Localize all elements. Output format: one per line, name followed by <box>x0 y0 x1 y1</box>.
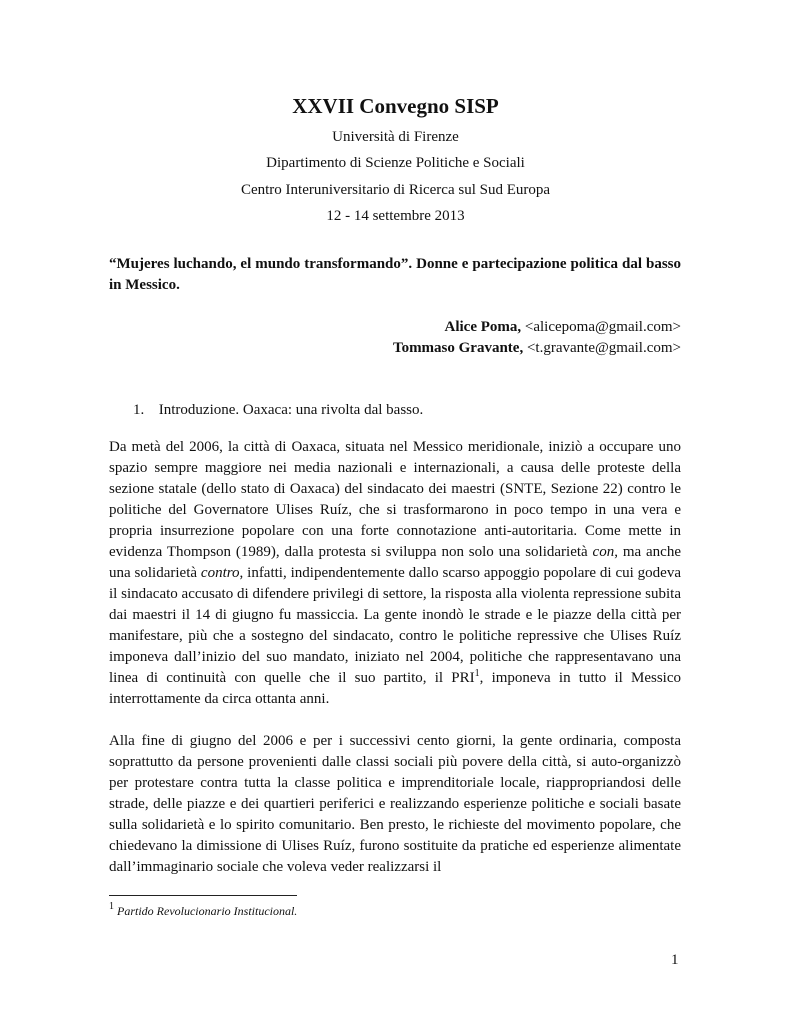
section-number: 1. <box>133 402 145 418</box>
body-paragraph <box>109 437 681 710</box>
author-email[interactable]: <alicepoma@gmail.com> <box>524 319 681 335</box>
italic-term: con <box>592 544 615 560</box>
conference-dates: 12 - 14 settembre 2013 <box>326 208 465 224</box>
footnote <box>109 903 297 919</box>
section-heading <box>133 400 423 421</box>
author-entry <box>393 338 681 359</box>
footnote-text: Partido Revolucionario Institucional. <box>117 904 298 918</box>
paper-title: “Mujeres luchando, el mundo transformando”. Donne e partecipazione politica dal basso in Messico. <box>109 256 681 293</box>
body-paragraph: Alla fine di giugno del 2006 e per i successivi cento giorni, la gente ordinaria, composta soprattutto da persone provenienti dalle classi sociali più povere della città, si auto-organizzò per protestare contra tutta la classe politica e imprenditoriale locale, riappropriandosi delle strade, delle piazze e dei quartieri periferici e realizzando esperienze politiche e sociali basate sulla solidarietà e lo spirito comunitario. Ben presto, le richieste del movimento popolare, che chiedevano la dimissione di Ulises Ruíz, furono sostituite da pratiche ed esperienze alimentate dall’immaginario sociale che voleva veder realizzarsi il <box>109 733 681 875</box>
conference-title: XXVII Convegno SISP <box>292 94 499 118</box>
footnote-reference[interactable]: 1 <box>474 668 480 679</box>
author-entry <box>393 317 681 338</box>
author-name: Alice Poma, <box>444 319 522 335</box>
section-title: Introduzione. Oaxaca: una rivolta dal basso. <box>158 402 424 418</box>
university-line: Università di Firenze <box>332 129 459 145</box>
paragraph-text: Da metà del 2006, la città di Oaxaca, situata nel Messico meridionale, iniziò a occupare uno spazio sempre maggiore nei media nazionali e internazionali, a causa delle proteste della sezione statale (dello stato di Oaxaca) del sindacato dei maestri (SNTE, Sezione 22) contro le politiche del Governatore Ulises Ruíz, che si trasformarono in poco tempo in una vera e propria insurrezione popolare con una forte connotazione anti-autoritaria. Come mette in evidenza Thompson (1989), dalla protesta si sviluppa non solo una solidarietà <box>109 439 681 560</box>
author-email[interactable]: <t.gravante@gmail.com> <box>526 340 681 356</box>
italic-term: contro <box>200 565 240 581</box>
author-list <box>393 317 681 359</box>
author-name: Tommaso Gravante, <box>392 340 524 356</box>
paragraph-text: , infatti, indipendentemente dallo scarso appoggio popolare di cui godeva il sindacato accusato di difendere privilegi di settore, la risposta alla violenta repressione subita dai maestri il 14 di giugno fu massiccia. La gente inondò le strade e le piazze della città per manifestare, più che a sostegno del sindacato, contro le politiche repressive che Ulises Ruíz imponeva dall’inizio del suo mandato, iniziato nel 2004, politiche che rappresentavano una linea di continuità con quelle che il suo partito, il PRI <box>109 565 681 686</box>
paragraph-text: , imponeva in tutto il Messico interrottamente da circa ottanta anni. <box>109 670 681 707</box>
footnote-divider <box>109 895 297 896</box>
research-center-line: Centro Interuniversitario di Ricerca sul Sud Europa <box>240 182 551 198</box>
paragraph-text: , ma anche una solidarietà <box>109 544 681 581</box>
footnote-marker: 1 <box>109 901 114 912</box>
department-line: Dipartimento di Scienze Politiche e Sociali <box>266 155 525 171</box>
page-number: 1 <box>671 952 679 968</box>
